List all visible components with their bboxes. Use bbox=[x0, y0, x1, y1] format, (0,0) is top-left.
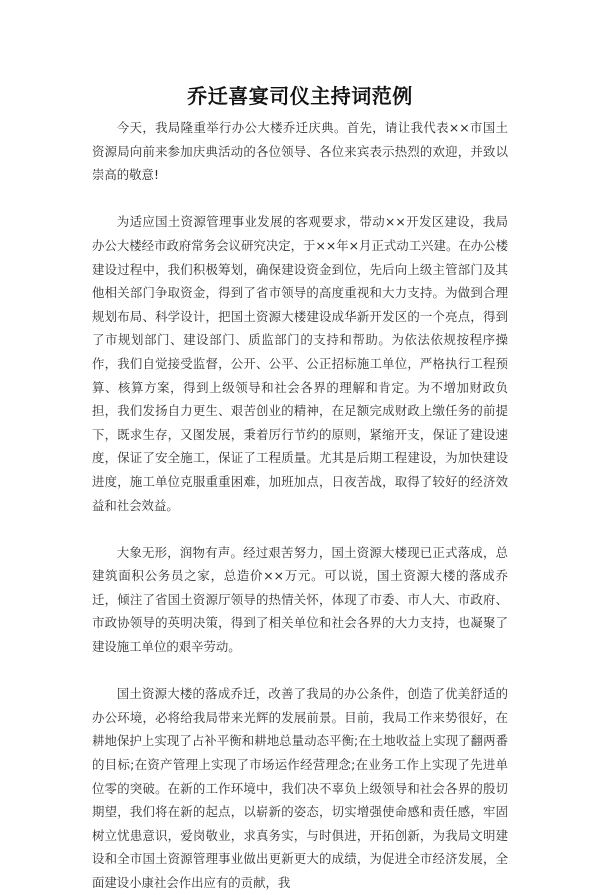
document-title: 乔迁喜宴司仪主持词范例 bbox=[187, 84, 413, 108]
paragraph-welcome: 今天，我局隆重举行办公大楼乔迁庆典。首先，请让我代表××市国土资源局向前来参加庆典活动的各位领导、各位来宾表示热烈的欢迎，并致以崇高的敬意! bbox=[92, 120, 508, 183]
paragraph-spacer bbox=[92, 659, 508, 683]
paragraph-completion: 大象无形，润物有声。经过艰苦努力，国土资源大楼现已正式落成，总建筑面积公务员之家，总造价××万元。可以说，国土资源大楼的落成乔迁，倾注了省国土资源厅领导的热情关怀，体现了市委、市人大、市政府、市政协领导的英明决策，得到了相关单位和社会各界的大力支持，也凝聚了建设施工单位的艰辛劳动。 bbox=[92, 544, 508, 655]
paragraph-prospects: 国土资源大楼的落成乔迁，改善了我局的办公条件，创造了优美舒适的办公环境，必将给我局带来光辉的发展前景。目前，我局工作来势很好，在耕地保护上实现了占补平衡和耕地总量动态平衡;在土地收益上实现了翻两番的目标;在资产管理上实现了市场运作经营理念;在业务工作上实现了先进单位零的突破。在新的工作环境中，我们决不辜负上级领导和社会各界的殷切期望，我们将在新的起点，以崭新的姿态，切实增强使命感和责任感，牢固树立忧患意识，爱岗敬业，求真务实，与时俱进，开拓创新，为我局文明建设和全市国土资源管理事业做出更新更大的成绩，为促进全市经济发展，全面建设小康社会作出应有的贡献，我 bbox=[92, 686, 508, 890]
paragraph-construction: 为适应国土资源管理事业发展的客观要求，带动××开发区建设，我局办公大楼经市政府常务会议研究决定，于××年×月正式动工兴建。在办公楼建设过程中，我们积极筹划，确保建设资金到位，先后向上级主管部门及其他相关部门争取资金，得到了省市领导的高度重视和大力支持。为做到合理规划布局、科学设计，把国土资源大楼建设成华新开发区的一个亮点，得到了市规划部门、建设部门、质监部门的支持和帮助。为依法依规按程序操作，我们自觉接受监督，公开、公平、公正招标施工单位，严格执行工程预算、核算方案，得到上级领导和社会各界的理解和肯定。为不增加财政负担，我们发扬自力更生、艰苦创业的精神，在足额完成财政上缴任务的前提下，既求生存，又图发展，秉着厉行节约的原则，紧缩开支，保证了建设速度，保证了安全施工，保证了工程质量。尤其是后期工程建设，为加快建设进度，施工单位克服重重困难，加班加点，日夜苦战，取得了较好的经济效益和社会效益。 bbox=[92, 214, 508, 513]
document-body bbox=[92, 116, 508, 895]
paragraph-spacer bbox=[92, 187, 508, 211]
paragraph-spacer bbox=[92, 517, 508, 541]
